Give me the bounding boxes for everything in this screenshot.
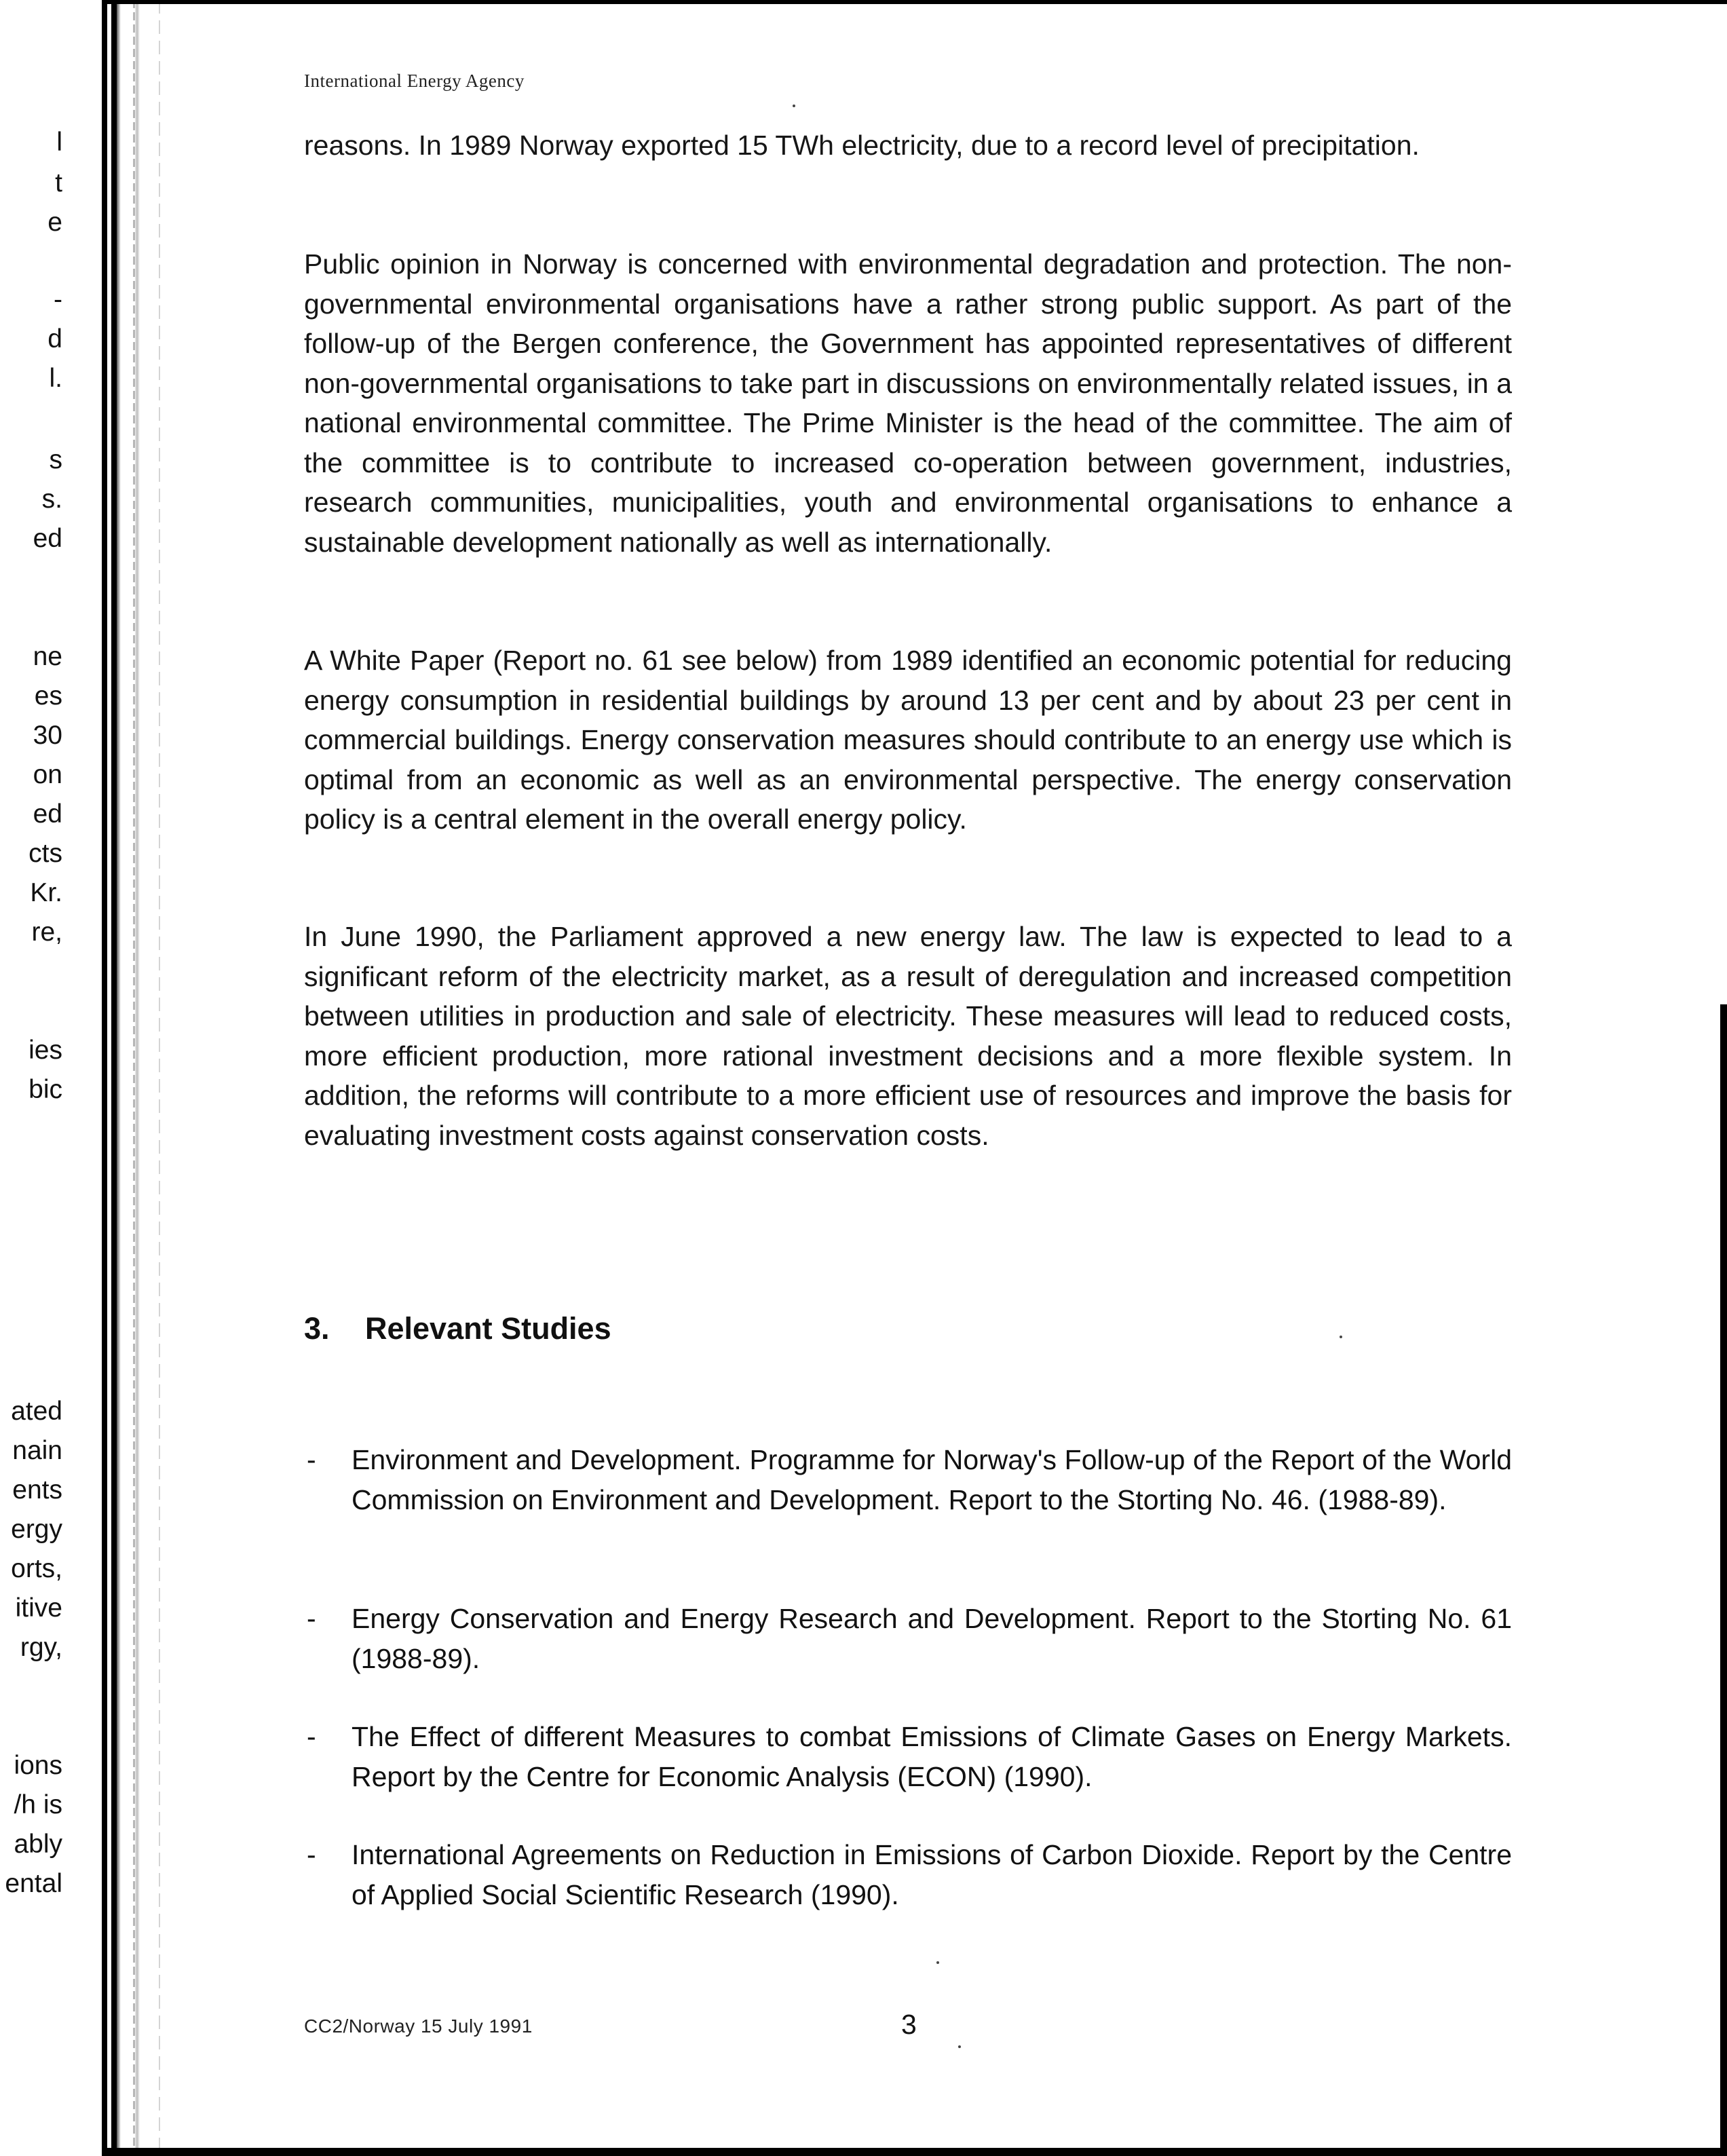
facing-page-fragment: ies — [29, 1036, 62, 1065]
bullet-dash: - — [307, 1603, 316, 1634]
facing-page-fragment: ed — [33, 799, 62, 829]
facing-page-fragment: nain — [12, 1436, 62, 1465]
paragraph: In June 1990, the Parliament approved a new energy law. The law is expected to lead to a significant reform of the electricity market, as a result of deregulation and increased competition between utilities in production and sale of electricity. These measures will lead to reduced costs, more efficient production, more rational investment decisions and a more flexible system. In addition, the reforms will contribute to a more efficient use of resources and improve the basis for evaluating investment costs against conservation costs. — [304, 921, 1512, 1151]
facing-page-fragment: s. — [41, 485, 62, 514]
facing-page-fragment: l. — [49, 364, 62, 393]
facing-page-fragment: ated — [11, 1397, 62, 1426]
facing-page-fragment: /h is — [14, 1790, 62, 1819]
facing-page-fragment: bic — [29, 1075, 62, 1104]
reference-text: Environment and Development. Programme for Norway's Follow-up of the Report of the World Commission on Environment and Development. Report to the Storting No. 46. (1988-89). — [352, 1444, 1512, 1515]
facing-page-fragment: itive — [15, 1593, 62, 1623]
facing-page-fragment: 30 — [33, 721, 62, 750]
facing-page-fragment: es — [34, 681, 62, 711]
paragraph: reasons. In 1989 Norway exported 15 TWh electricity, due to a record level of precipitation. — [304, 130, 1420, 161]
facing-page-fragment: e — [48, 208, 62, 237]
section-title: Relevant Studies — [365, 1311, 611, 1346]
section-number: 3. — [304, 1311, 330, 1346]
footer-doc-ref: CC2/Norway 15 July 1991 — [304, 2016, 533, 2037]
facing-page-fragment: l — [56, 128, 62, 157]
bullet-dash: - — [307, 1721, 316, 1752]
reference-text: Energy Conservation and Energy Research and Development. Report to the Storting No. 61 (1988-89). — [352, 1603, 1512, 1674]
binding-shadow-line — [133, 0, 135, 2156]
scan-speck — [793, 105, 795, 107]
facing-page-fragment: ed — [33, 524, 62, 553]
facing-page-fragment: d — [48, 324, 62, 354]
facing-page-fragment: re, — [31, 918, 62, 947]
facing-page-fragment: cts — [29, 839, 62, 868]
facing-page-fragment: ental — [5, 1869, 62, 1898]
facing-page-fragment: ably — [14, 1830, 62, 1859]
scan-top-border — [102, 0, 1727, 4]
running-header: International Energy Agency — [304, 71, 525, 91]
book-binding — [102, 0, 144, 2156]
page-number: 3 — [901, 2009, 917, 2040]
facing-page-fragment: - — [54, 285, 62, 314]
scan-right-border — [1720, 1004, 1727, 2156]
scan-speck — [1340, 1336, 1342, 1338]
paragraph: A White Paper (Report no. 61 see below) from 1989 identified an economic potential for reducing energy consumption in residential buildings by around 13 per cent and by about 23 per cent in commercial buildings. Energy conservation measures should contribute to an energy use which is optimal from an economic as well as an environmental perspective. The energy conservation policy is a central element in the overall energy policy. — [304, 645, 1512, 835]
facing-page-fragment: s — [49, 445, 62, 474]
facing-page-fragment: rgy, — [20, 1633, 62, 1662]
facing-page-fragment: Kr. — [30, 878, 62, 907]
facing-page-edge — [0, 0, 102, 2156]
bullet-dash: - — [307, 1839, 316, 1870]
scan-bottom-border — [102, 2148, 1727, 2156]
facing-page-fragment: t — [55, 168, 62, 197]
paragraph: Public opinion in Norway is concerned with environmental degradation and protection. The non-governmental environmental organisations have a rather strong public support. As part of the follow-up of the Bergen conference, the Government has appointed representatives of different non-governmental organisations to take part in discussions on environmentally related issues, in a national environmental committee. The Prime Minister is the head of the committee. The aim of the committee is to contribute to increased co-operation between government, industries, research communities, municipalities, youth and environmental organisations to enhance a sustainable development nationally as well as internationally. — [304, 248, 1512, 558]
facing-page-fragment: orts, — [11, 1554, 62, 1583]
scan-speck — [936, 1961, 939, 1964]
facing-page-fragment: ergy — [11, 1515, 62, 1544]
scan-speck — [958, 2045, 961, 2048]
reference-text: International Agreements on Reduction in Emissions of Carbon Dioxide. Report by the Centre of Applied Social Scientific Research (1990). — [352, 1839, 1512, 1910]
facing-page-fragment: on — [33, 760, 62, 789]
binding-inner-line — [159, 0, 160, 2156]
facing-page-fragment: ne — [33, 642, 62, 671]
facing-page-fragment: ents — [12, 1475, 62, 1505]
bullet-dash: - — [307, 1444, 316, 1475]
reference-text: The Effect of different Measures to combat Emissions of Climate Gases on Energy Markets. Report by the Centre for Economic Analysis (ECON) (1990). — [352, 1721, 1512, 1792]
facing-page-fragment: ions — [14, 1751, 62, 1780]
section-heading — [304, 1311, 611, 1346]
